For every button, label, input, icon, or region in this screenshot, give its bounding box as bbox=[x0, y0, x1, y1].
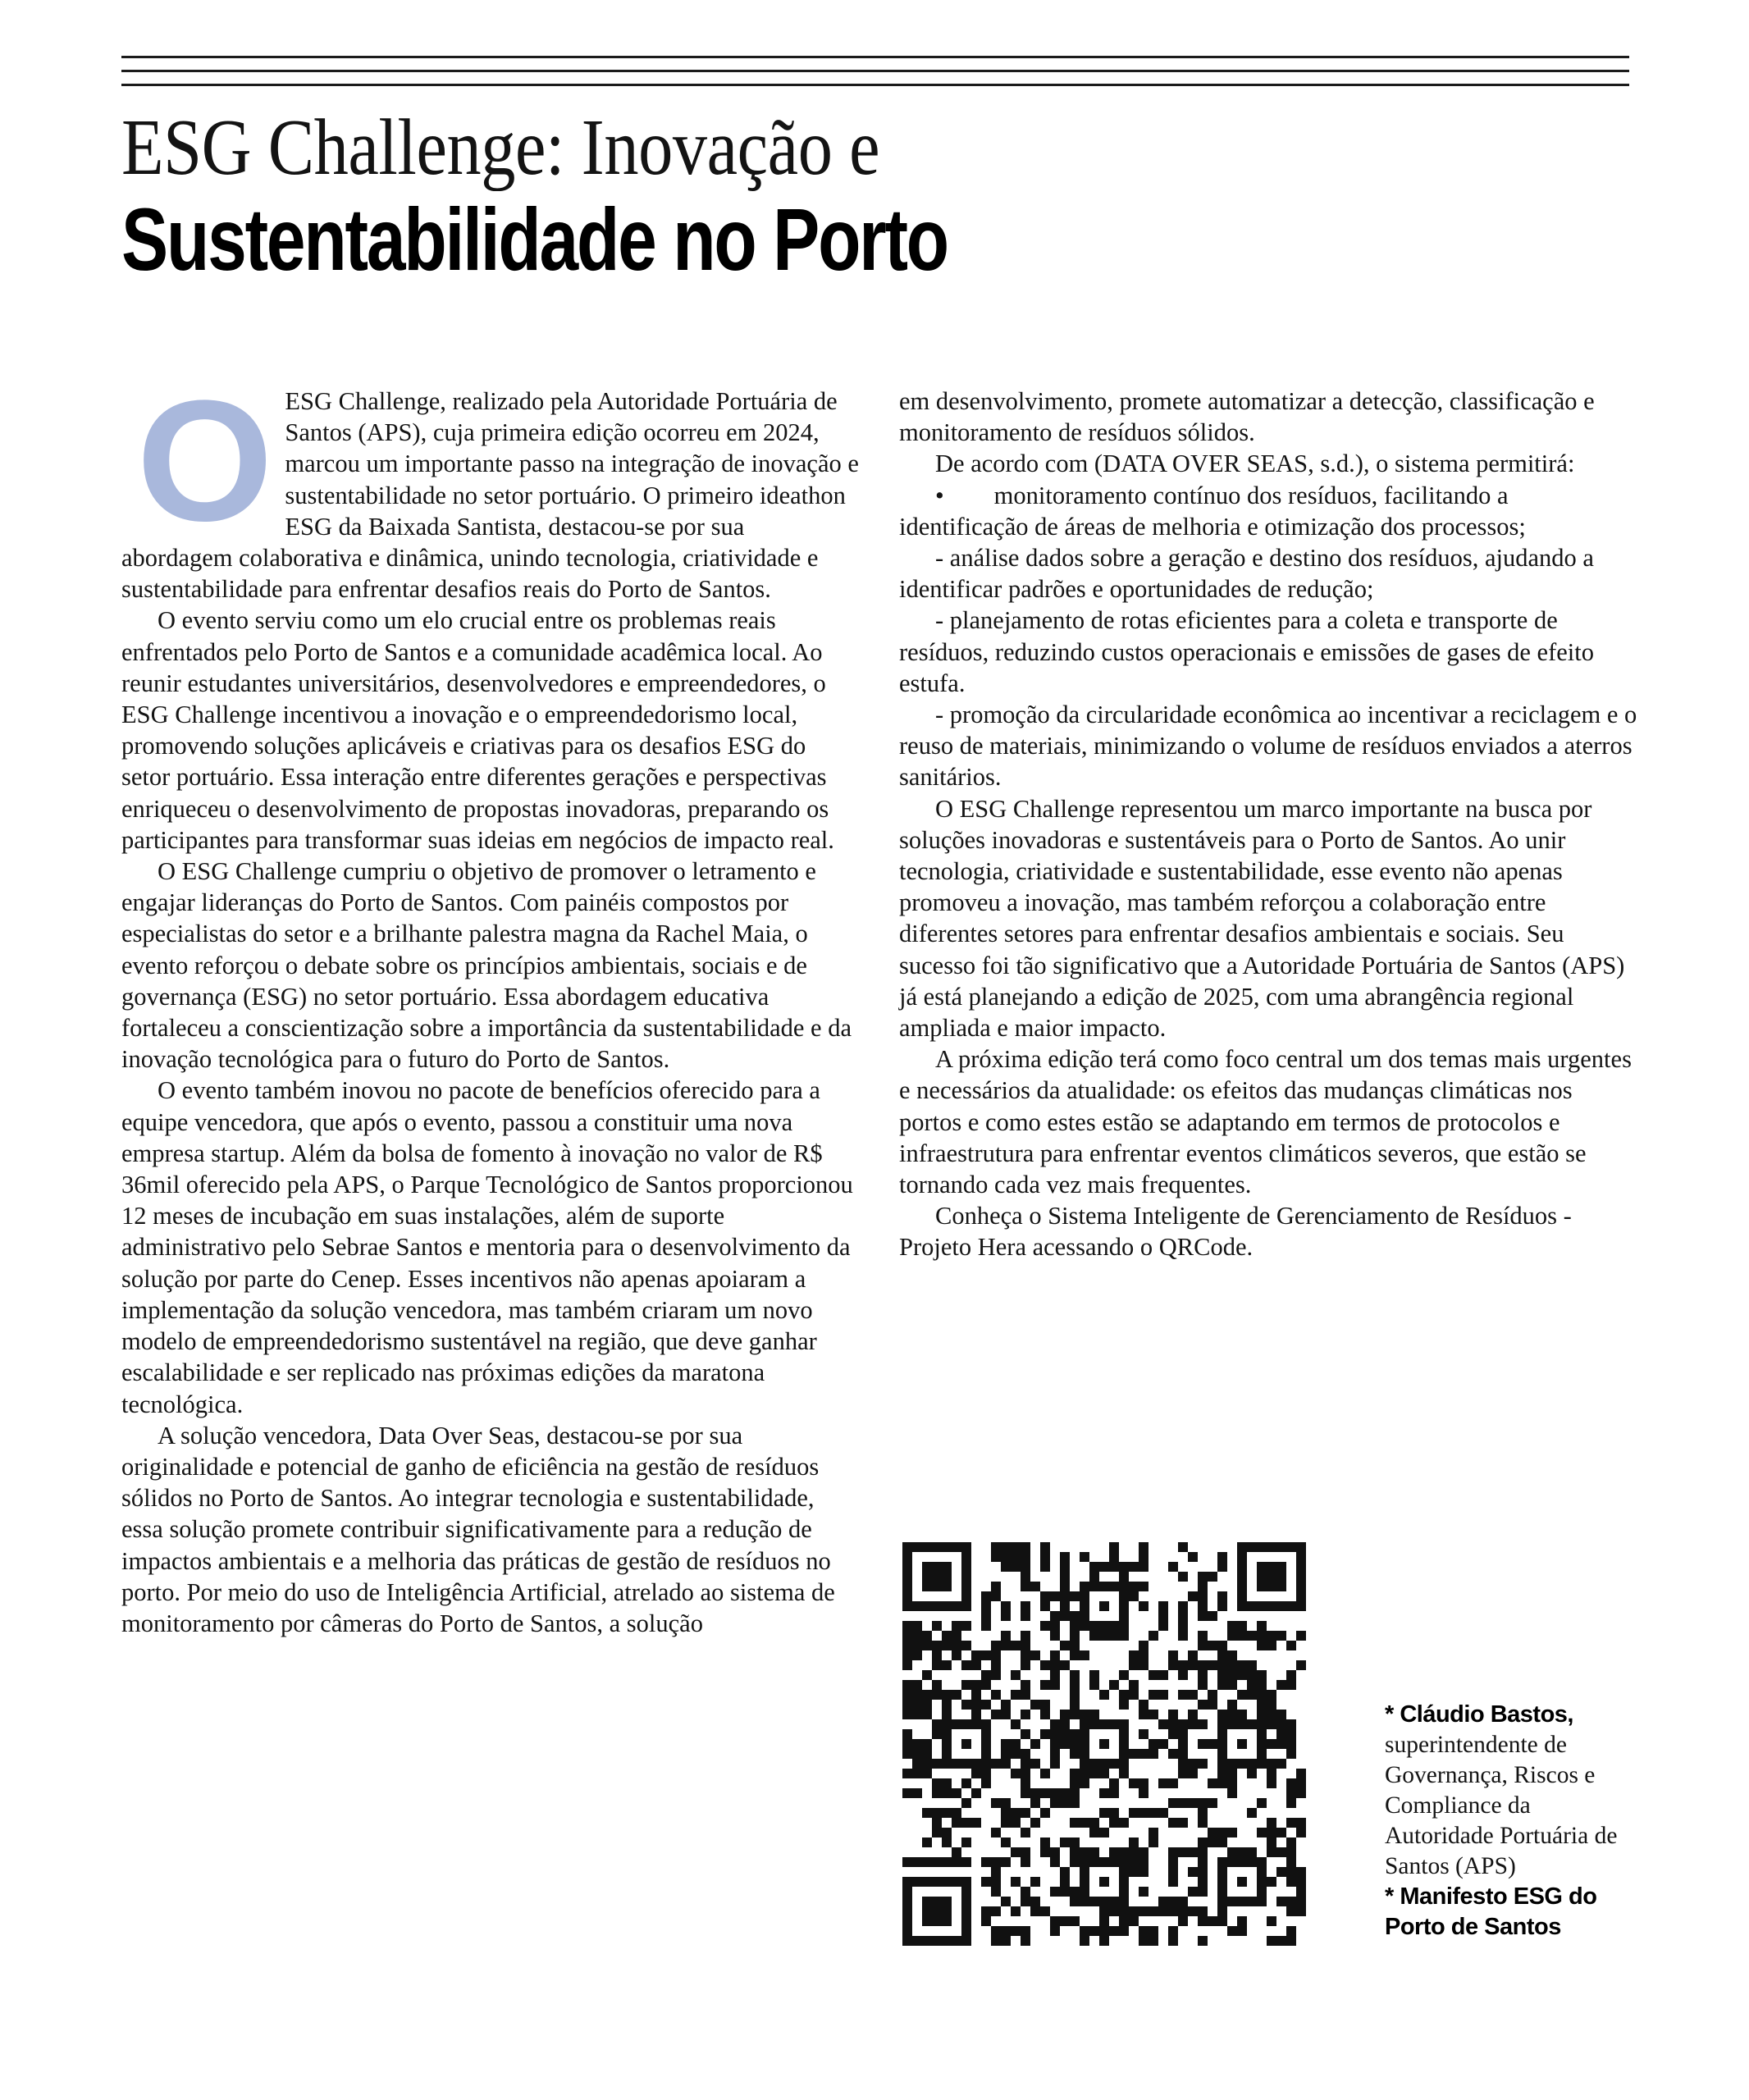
author-role: superintendente de Governança, Riscos e Compliance da Autoridade Portuária de Santos (APS) bbox=[1385, 1732, 1618, 1879]
paragraph: O evento serviu como um elo crucial entre os problemas reais enfrentados pelo Porto de Santos e a comunidade acadêmica local. Ao reunir estudantes universitários, desenvolvedores e empreendedores, o ESG Challenge incentivou a inovação e o empreendedorismo local, promovendo soluções aplicáveis e criativas para os desafios ESG do setor portuário. Essa interação entre diferentes gerações e perspectivas enriqueceu o desenvolvimento de propostas inovadoras, preparando os participantes para transformar suas ideias em negócios de impacto real. bbox=[121, 606, 834, 854]
header-rule-3 bbox=[121, 84, 1629, 86]
paragraph bbox=[121, 364, 860, 605]
column-left bbox=[121, 364, 860, 1639]
paragraph: A solução vencedora, Data Over Seas, destacou-se por sua originalidade e potencial de ganho de eficiência na gestão de resíduos sólidos no Porto de Santos. Ao integrar tecnologia e sustentabilidade, essa solução promete contribuir significativamente para a redução de impactos ambientais e a melhoria das práticas de gestão de resíduos no porto. Por meio do uso de Inteligência Artificial, atrelado ao sistema de monitoramento por câmeras do Porto de Santos, a solução bbox=[121, 1421, 835, 1637]
article-headline: Sustentabilidade no Porto bbox=[121, 189, 948, 290]
paragraph: em desenvolvimento, promete automatizar a detecção, classificação e monitoramento de resíduos sólidos. bbox=[899, 387, 1595, 447]
column-right bbox=[899, 386, 1637, 1263]
paragraph-text: ESG Challenge, realizado pela Autoridade Portuária de Santos (APS), cuja primeira edição ocorreu em 2024, marcou um importante passo na integração de inovação e sustentabilidade no setor portuário. O primeiro ideathon ESG da Baixada Santista, destacou-se por sua abordagem colaborativa e dinâmica, unindo tecnologia, criatividade e sustentabilidade para enfrentar desafios reais do Porto de Santos. bbox=[121, 387, 859, 604]
qrcode-image[interactable] bbox=[902, 1542, 1306, 1946]
bullet-item: • monitoramento contínuo dos resíduos, facilitando a identificação de áreas de melhoria e otimização dos processos; bbox=[899, 481, 1526, 541]
drop-cap: O bbox=[136, 364, 273, 557]
article-kicker: ESG Challenge: Inovação e bbox=[121, 103, 880, 191]
masthead bbox=[121, 103, 1639, 290]
paragraph: A próxima edição terá como foco central um dos temas mais urgentes e necessários da atualidade: os efeitos das mudanças climáticas nos portos e como estes estão se adaptando em termos de protocolos e infraestrutura para enfrentar eventos climáticos severos, que estão se tornando cada vez mais frequentes. bbox=[899, 1045, 1632, 1199]
paragraph: De acordo com (DATA OVER SEAS, s.d.), o sistema permitirá: bbox=[935, 450, 1575, 478]
paragraph: O ESG Challenge representou um marco importante na busca por soluções inovadoras e sustentáveis para o Porto de Santos. Ao unir tecnologia, criatividade e sustentabilidade, esse evento não apenas promoveu a inovação, mas também reforçou a colaboração entre diferentes setores para enfrentar desafios ambientais e sociais. Seu sucesso foi tão significativo que a Autoridade Portuária de Santos (APS) já está planejando a edição de 2025, com uma abrangência regional ampliada e maior impacto. bbox=[899, 794, 1625, 1043]
bullet-item: - planejamento de rotas eficientes para a coleta e transporte de resíduos, reduzindo custos operacionais e emissões de gases de efeito estufa. bbox=[899, 606, 1594, 697]
author-byline bbox=[1385, 1700, 1631, 1942]
bullet-item: - promoção da circularidade econômica ao incentivar a reciclagem e o reuso de materiais, minimizando o volume de resíduos enviados a aterros sanitários. bbox=[899, 701, 1637, 792]
paragraph: Conheça o Sistema Inteligente de Gerenciamento de Resíduos - Projeto Hera acessando o QRCode. bbox=[899, 1202, 1572, 1262]
qrcode-svg bbox=[902, 1542, 1306, 1946]
column-left-body bbox=[121, 364, 860, 1639]
author-name: * Cláudio Bastos, bbox=[1385, 1701, 1573, 1728]
column-right-body bbox=[899, 386, 1637, 1263]
paragraph: O ESG Challenge cumpriu o objetivo de promover o letramento e engajar lideranças do Porto de Santos. Com painéis compostos por especialistas do setor e a brilhante palestra magna da Rachel Maia, o evento reforçou o debate sobre os princípios ambientais, sociais e de governança (ESG) no setor portuário. Essa abordagem educativa fortaleceu a conscientização sobre a importância da sustentabilidade e da inovação tecnológica para o futuro do Porto de Santos. bbox=[121, 857, 852, 1074]
source-line-1: * Manifesto ESG do bbox=[1385, 1883, 1597, 1910]
header-rules bbox=[121, 56, 1629, 86]
bullet-item: - análise dados sobre a geração e destino dos resíduos, ajudando a identificar padrões e oportunidades de redução; bbox=[899, 544, 1594, 604]
source-line-2: Porto de Santos bbox=[1385, 1914, 1561, 1940]
paragraph: O evento também inovou no pacote de benefícios oferecido para a equipe vencedora, que após o evento, passou a constituir uma nova empresa startup. Além da bolsa de fomento à inovação no valor de R$ 36mil oferecido pela APS, o Parque Tecnológico de Santos proporcionou 12 meses de incubação em suas instalações, além de suporte administrativo pelo Sebrae Santos e mentoria para o desenvolvimento da solução por parte do Cenep. Esses incentivos não apenas apoiaram a implementação da solução vencedora, mas também criaram um novo modelo de empreendedorismo sustentável na região, que deve ganhar escalabilidade e ser replicado nas próximas edições da maratona tecnológica. bbox=[121, 1076, 853, 1418]
